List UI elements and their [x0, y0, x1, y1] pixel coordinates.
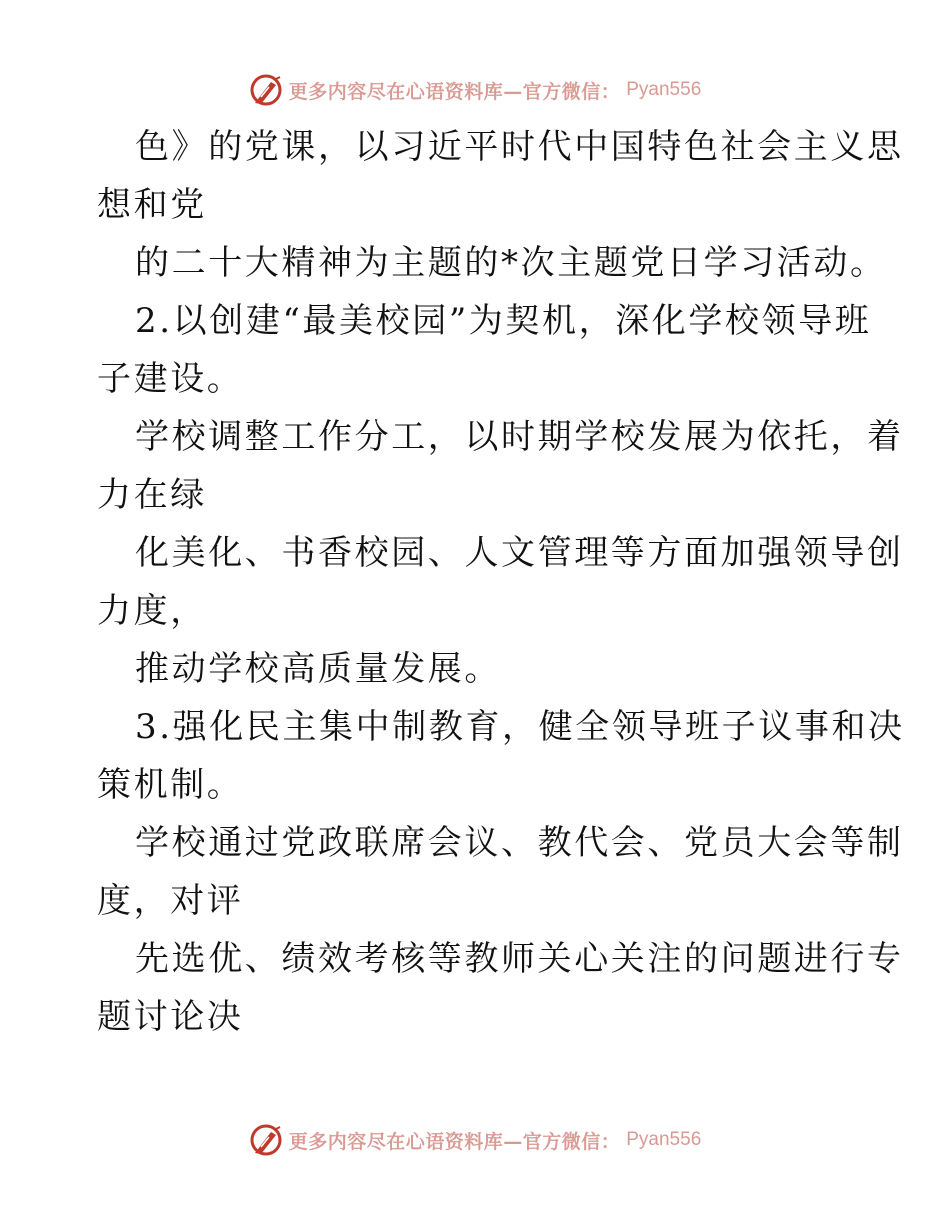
quill-logo-icon: [249, 73, 283, 107]
document-body: [97, 118, 905, 1046]
footer-watermark: [0, 1120, 950, 1160]
text-line: 的二十大精神为主题的*次主题党日学习活动。: [135, 243, 887, 283]
wechat-id: Pyan556: [626, 1129, 702, 1150]
watermark-text: 更多内容尽在心语资料库—官方微信：: [288, 80, 621, 103]
text-line: 推动学校高质量发展。: [135, 649, 501, 689]
text-line: 题讨论决: [97, 997, 244, 1037]
text-line: 策机制。: [97, 765, 244, 805]
text-line: 3.强化民主集中制教育，健全领导班子议事和决: [135, 707, 905, 747]
quill-logo-icon: [249, 1123, 283, 1157]
header-watermark: [0, 70, 950, 110]
text-line: 先选优、绩效考核等教师关心关注的问题进行专: [135, 939, 904, 979]
text-line: 色》的党课，以习近平时代中国特色社会主义思: [135, 127, 904, 167]
text-line: 化美化、书香校园、人文管理等方面加强领导创: [135, 533, 904, 573]
text-line: 子建设。: [97, 359, 244, 399]
watermark-text: 更多内容尽在心语资料库—官方微信：: [288, 1130, 621, 1153]
text-line: 学校调整工作分工，以时期学校发展为依托，着: [135, 417, 904, 457]
text-line: 度，对评: [97, 881, 244, 921]
text-line: 2.以创建“最美校园”为契机，深化学校领导班: [135, 301, 872, 341]
text-line: 力在绿: [97, 475, 207, 515]
text-line: 想和党: [97, 185, 207, 225]
text-line: 学校通过党政联席会议、教代会、党员大会等制: [135, 823, 904, 863]
wechat-id: Pyan556: [626, 79, 702, 100]
text-line: 力度，: [97, 591, 207, 631]
